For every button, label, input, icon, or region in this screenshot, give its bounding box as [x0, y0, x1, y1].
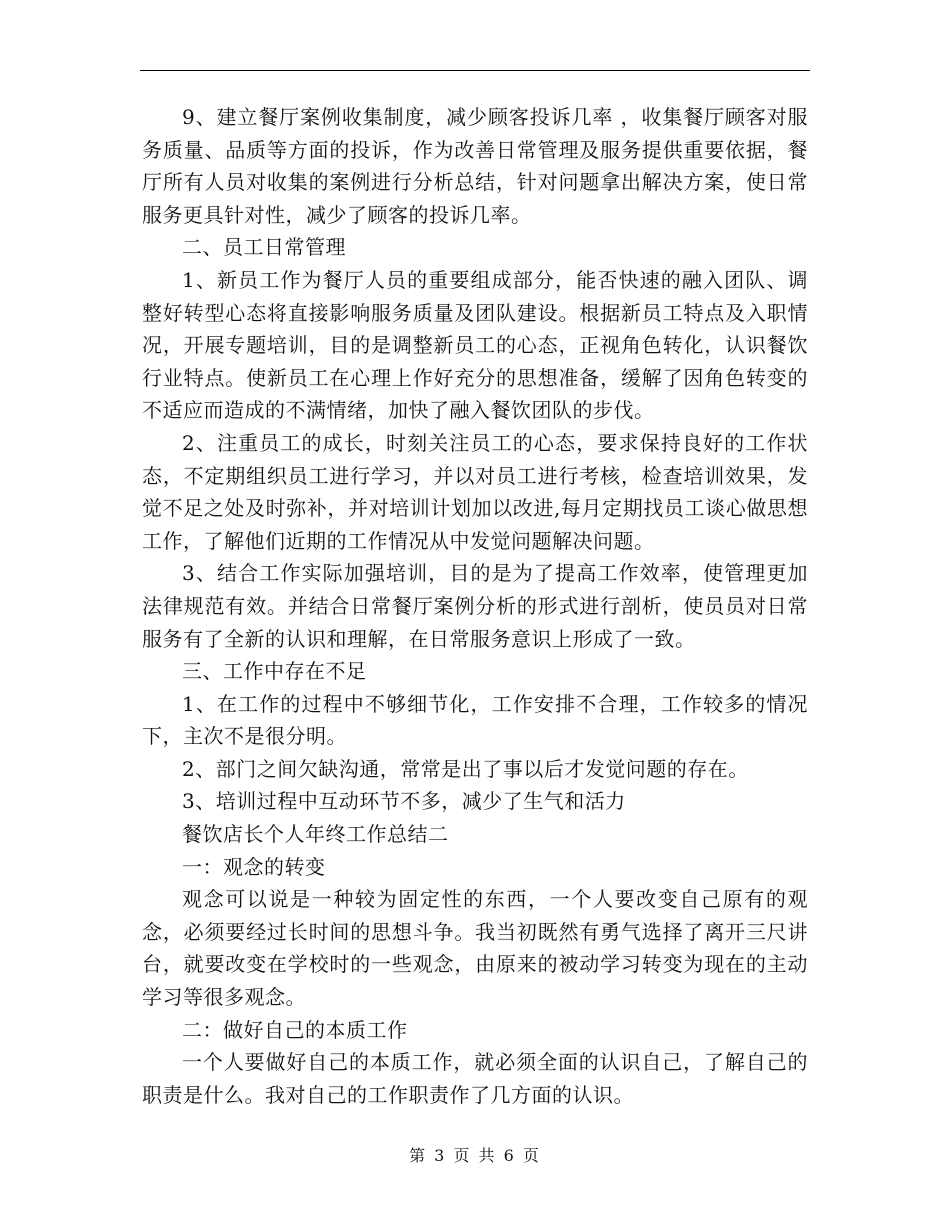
paragraph-mindset: 观念可以说是一种较为固定性的东西，一个人要改变自己原有的观念，必须要经过长时间的思想斗争。我当初既然有勇气选择了离开三尺讲台，就要改变在学校时的一些观念，由原来的被动学习转变为现在的主动学习等很多观念。 [142, 887, 808, 1010]
document-subtitle: 餐饮店长个人年终工作总结二 [182, 822, 449, 847]
section-heading-staff-management: 二、员工日常管理 [182, 235, 346, 260]
document-body [142, 101, 808, 1111]
paragraph-shortcoming-1: 1、在工作的过程中不够细节化，工作安排不合理，工作较多的情况下，主次不是很分明。 [142, 691, 808, 749]
section-heading-core-work: 二：做好自己的本质工作 [182, 1017, 408, 1042]
paragraph-training: 3、结合工作实际加强培训，目的是为了提高工作效率，使管理更加法律规范有效。并结合日常餐厅案例分析的形式进行剖析，使员员对日常服务有了全新的认识和理解，在日常服务意识上形成了一致。 [142, 561, 808, 651]
paragraph-shortcoming-2: 2、部门之间欠缺沟通，常常是出了事以后才发觉问题的存在。 [182, 756, 749, 781]
paragraph-case-collection: 9、建立餐厅案例收集制度，减少顾客投诉几率 ，收集餐厅顾客对服务质量、品质等方面的投诉，作为改善日常管理及服务提供重要依据，餐厅所有人员对收集的案例进行分析总结，针对问题拿出解决方案，使日常服务更具针对性，减少了顾客的投诉几率。 [142, 105, 808, 227]
section-heading-mindset: 一：观念的转变 [182, 854, 326, 879]
paragraph-shortcoming-3: 3、培训过程中互动环节不多，减少了生气和活力 [182, 789, 626, 814]
header-rule [140, 70, 810, 71]
paragraph-staff-growth: 2、注重员工的成长，时刻关注员工的心态，要求保持良好的工作状态，不定期组织员工进行学习，并以对员工进行考核，检查培训效果，发觉不足之处及时弥补，并对培训计划加以改进,每月定期找员工谈心做思想工作，了解他们近期的工作情况从中发觉问题解决问题。 [142, 430, 808, 553]
section-heading-shortcomings: 三、工作中存在不足 [182, 659, 367, 684]
paragraph-new-staff: 1、新员工作为餐厅人员的重要组成部分，能否快速的融入团队、调整好转型心态将直接影响服务质量及团队建设。根据新员工特点及入职情况，开展专题培训，目的是调整新员工的心态，正视角色转化，认识餐饮行业特点。使新员工在心理上作好充分的思想准备，缓解了因角色转变的不适应而造成的不满情绪，加快了融入餐饮团队的步伐。 [142, 267, 808, 423]
page-number-footer: 第 3 页 共 6 页 [409, 1146, 541, 1165]
paragraph-core-work: 一个人要做好自己的本质工作，就必须全面的认识自己，了解自己的职责是什么。我对自己的工作职责作了几方面的认识。 [142, 1050, 808, 1107]
